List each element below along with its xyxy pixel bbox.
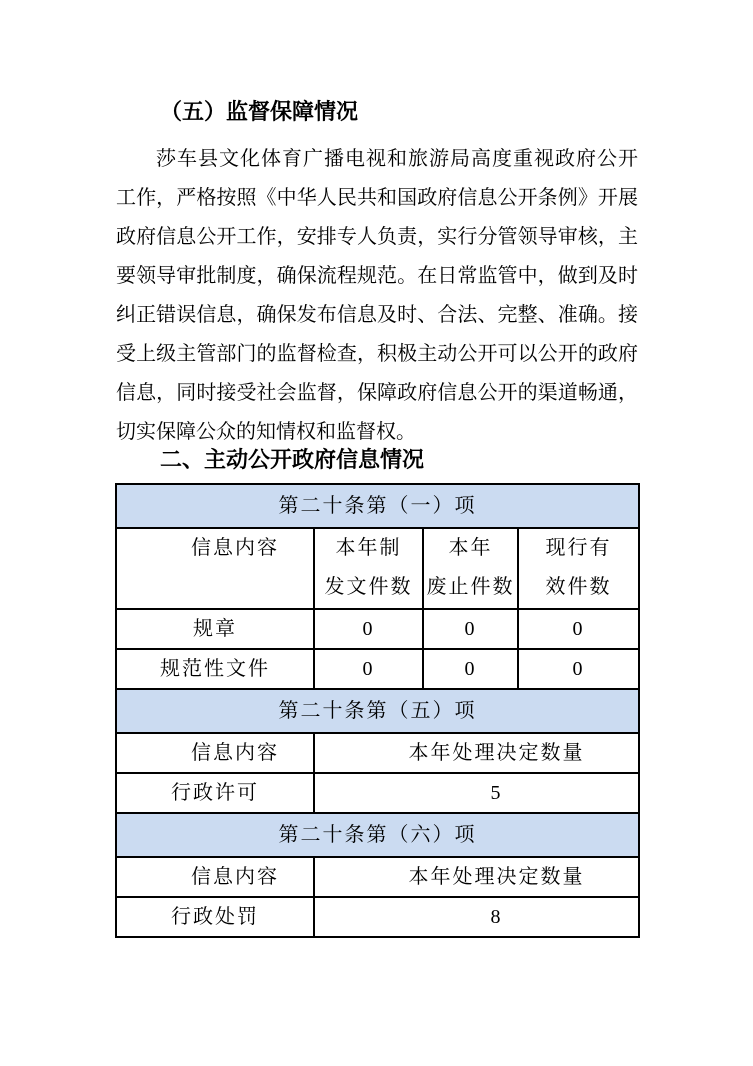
info-disclosure-table <box>115 483 640 938</box>
column-header: 本年制 发文件数 <box>314 528 423 609</box>
cell-value: 0 <box>314 609 423 649</box>
table-section-title: 第二十条第（五）项 <box>116 689 639 733</box>
paragraph-line: 切实保障公众的知情权和监督权。 <box>116 421 416 443</box>
cell-value: 0 <box>518 649 639 689</box>
cell-value: 0 <box>314 649 423 689</box>
section2-heading: 二、主动公开政府信息情况 <box>160 447 425 472</box>
table-row <box>116 484 639 528</box>
cell-value: 0 <box>423 649 518 689</box>
column-header: 本年处理决定数量 <box>314 733 639 773</box>
column-header: 本年处理决定数量 <box>314 857 639 897</box>
table-row <box>116 773 639 813</box>
row-label: 行政许可 <box>116 773 314 813</box>
paragraph-line: 莎车县文化体育广播电视和旅游局高度重视政府公开 <box>156 148 638 170</box>
table-row <box>116 649 639 689</box>
table-row <box>116 733 639 773</box>
table-row <box>116 528 639 609</box>
paragraph-line: 工作，严格按照《中华人民共和国政府信息公开条例》开展 <box>116 187 638 209</box>
cell-value: 8 <box>314 897 639 937</box>
row-label: 规范性文件 <box>116 649 314 689</box>
cell-value: 0 <box>423 609 518 649</box>
table-row <box>116 813 639 857</box>
row-label: 规章 <box>116 609 314 649</box>
paragraph-line: 信息，同时接受社会监督，保障政府信息公开的渠道畅通， <box>116 382 638 404</box>
column-header: 信息内容 <box>116 857 314 897</box>
table-row <box>116 609 639 649</box>
table-section-title: 第二十条第（六）项 <box>116 813 639 857</box>
cell-value: 5 <box>314 773 639 813</box>
table-row <box>116 689 639 733</box>
column-header: 现行有 效件数 <box>518 528 639 609</box>
table-row <box>116 897 639 937</box>
paragraph-line: 政府信息公开工作，安排专人负责，实行分管领导审核，主 <box>116 226 638 248</box>
column-header: 信息内容 <box>116 528 314 609</box>
cell-value: 0 <box>518 609 639 649</box>
column-header: 信息内容 <box>116 733 314 773</box>
row-label: 行政处罚 <box>116 897 314 937</box>
body-paragraph <box>116 140 638 452</box>
section-heading: （五）监督保障情况 <box>160 99 359 124</box>
column-header: 本年 废止件数 <box>423 528 518 609</box>
paragraph-line: 要领导审批制度，确保流程规范。在日常监管中，做到及时 <box>116 265 638 287</box>
paragraph-line: 纠正错误信息，确保发布信息及时、合法、完整、准确。接 <box>116 304 638 326</box>
table-row <box>116 857 639 897</box>
paragraph-line: 受上级主管部门的监督检查，积极主动公开可以公开的政府 <box>116 343 638 365</box>
table-section-title: 第二十条第（一）项 <box>116 484 639 528</box>
